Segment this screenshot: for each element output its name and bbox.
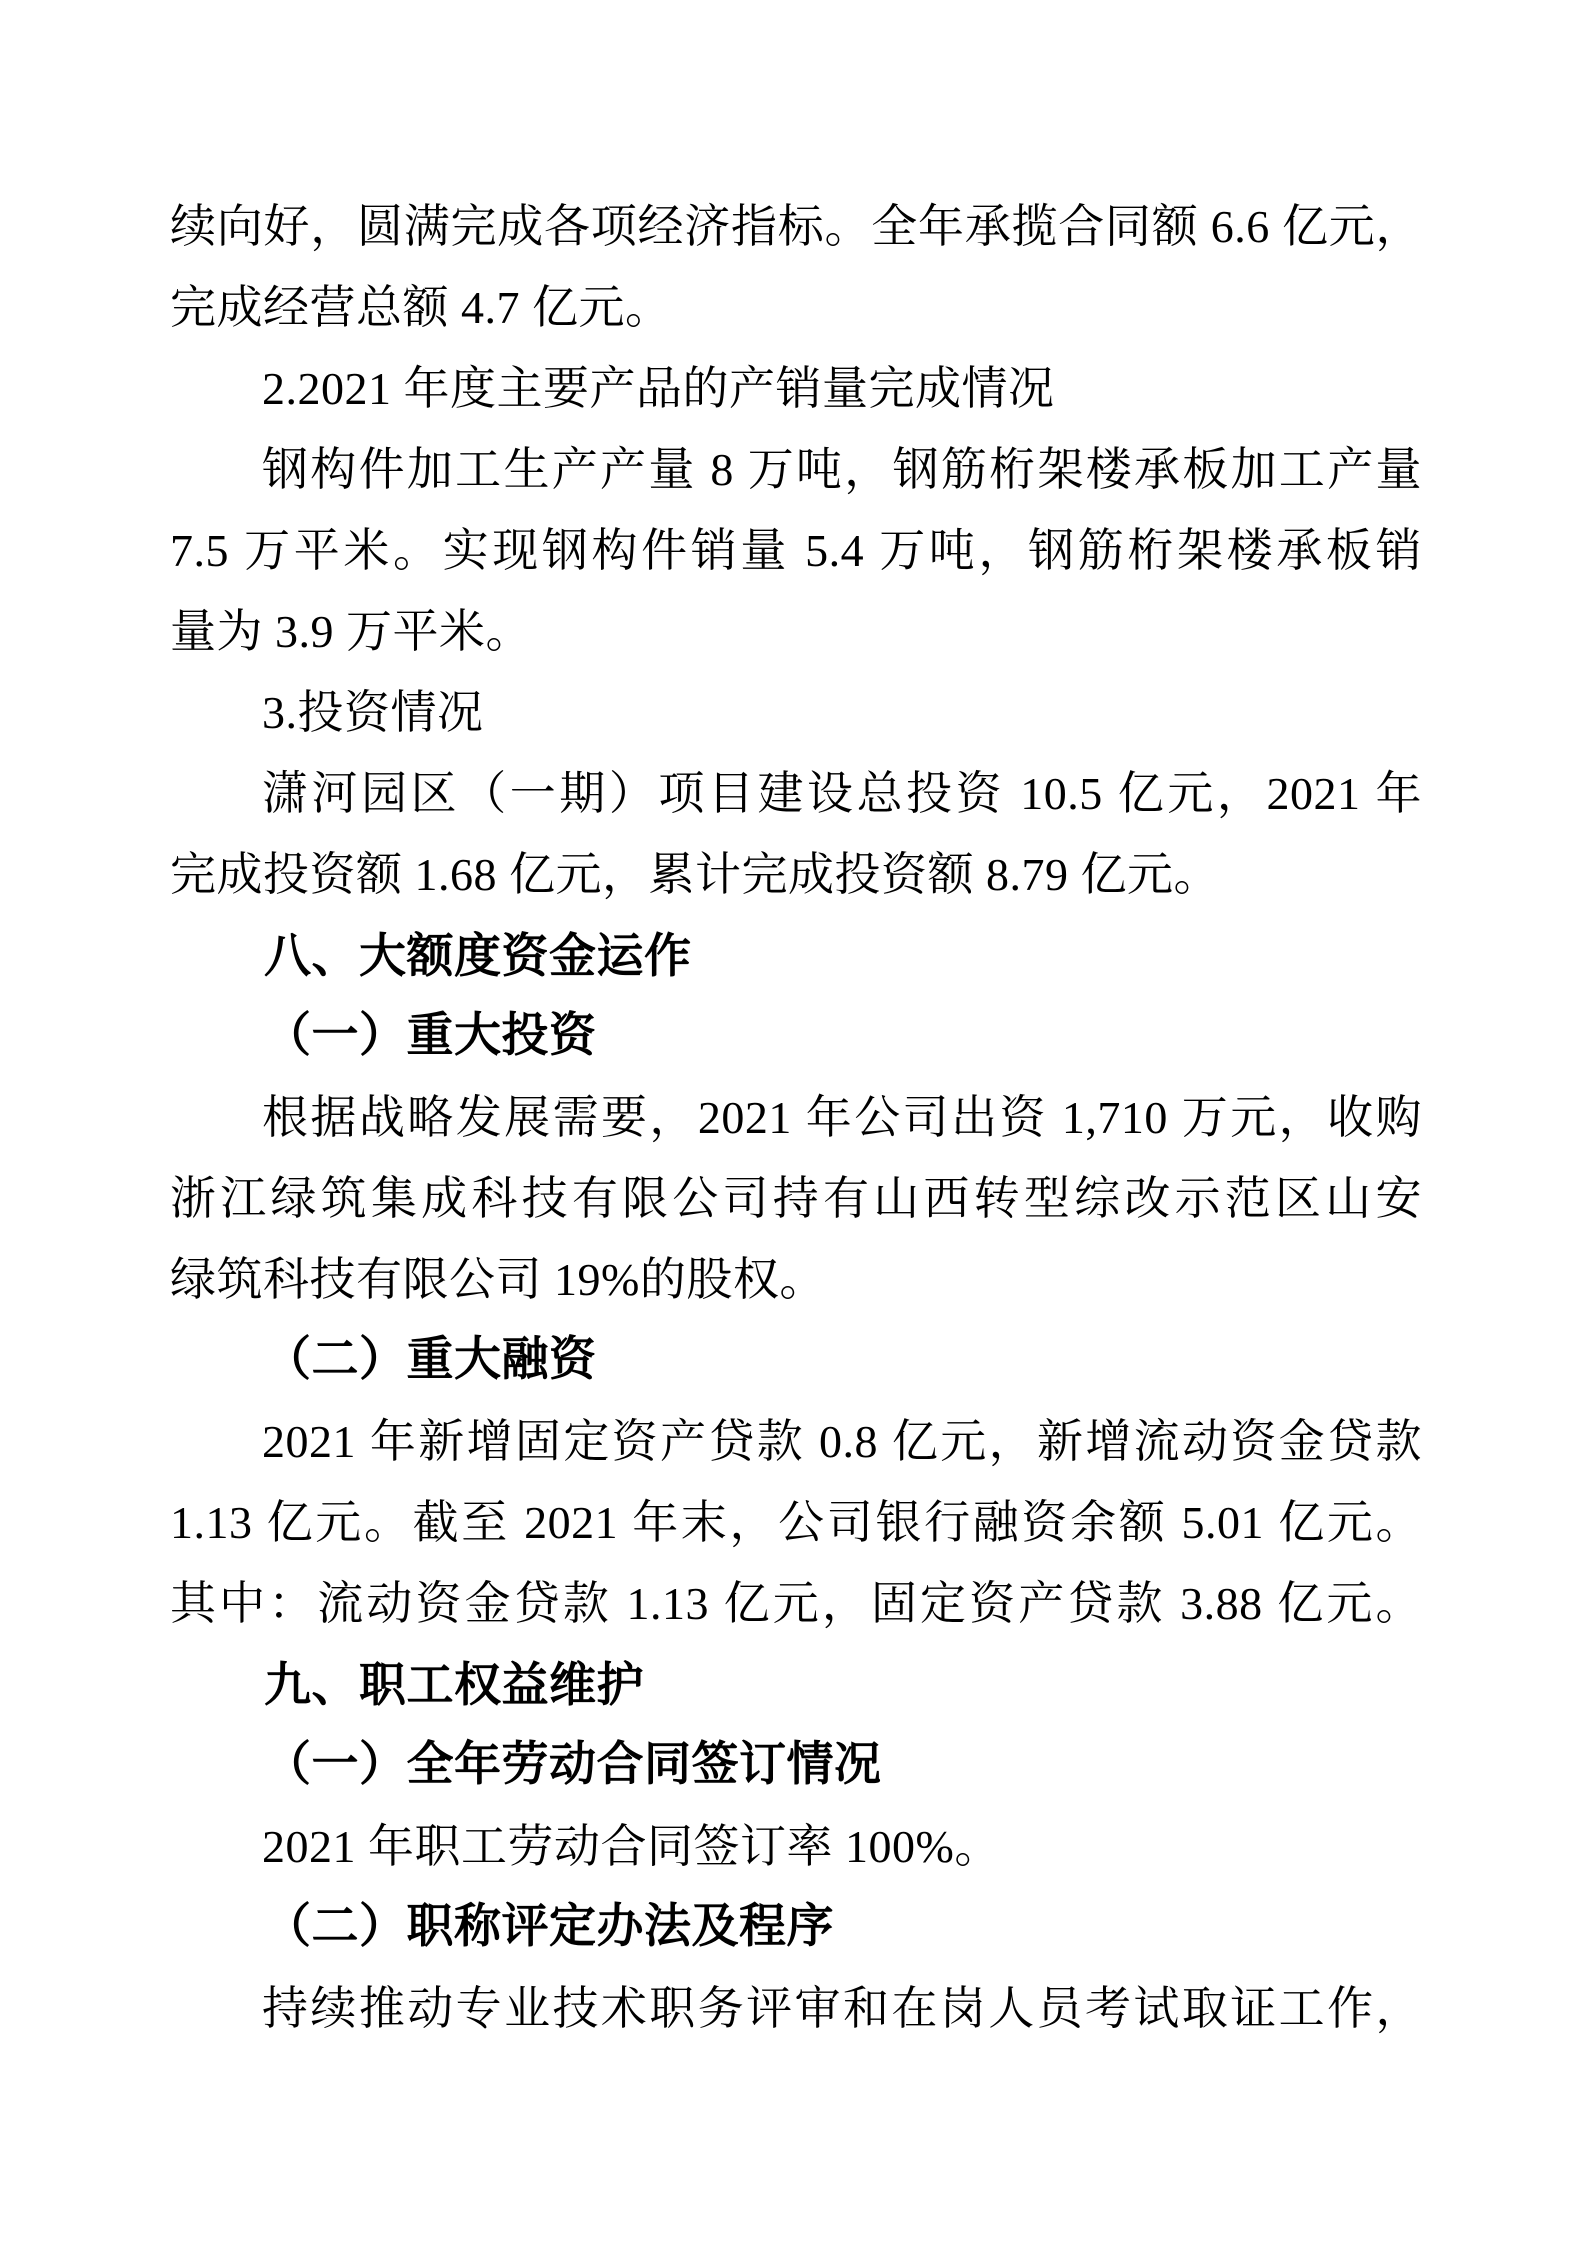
paragraph-line: 持续推动专业技术职务评审和在岗人员考试取证工作， (262, 1983, 1422, 2034)
section-heading: 九、职工权益维护 (264, 1658, 644, 1711)
subsection-heading: （一）全年劳动合同签订情况 (264, 1739, 882, 1791)
paragraph-line: 2021 年新增固定资产贷款 0.8 亿元，新增流动资金贷款 (262, 1416, 1422, 1467)
paragraph-line: 1.13 亿元。截至 2021 年末，公司银行融资余额 5.01 亿元。 (170, 1497, 1422, 1548)
subsection-heading: （二）重大融资 (264, 1334, 597, 1386)
paragraph-line: 量为 3.9 万平米。 (170, 606, 532, 657)
paragraph-line: 绿筑科技有限公司 19%的股权。 (170, 1254, 826, 1305)
paragraph-line: 续向好，圆满完成各项经济指标。全年承揽合同额 6.6 亿元， (170, 201, 1422, 252)
subsection-heading: （一）重大投资 (264, 1010, 597, 1062)
paragraph-line: 其中：流动资金贷款 1.13 亿元，固定资产贷款 3.88 亿元。 (170, 1578, 1422, 1629)
paragraph-line: 完成投资额 1.68 亿元，累计完成投资额 8.79 亿元。 (170, 849, 1220, 900)
paragraph-line: 3.投资情况 (262, 687, 484, 738)
paragraph-line: 2021 年职工劳动合同签订率 100%。 (262, 1821, 1001, 1872)
paragraph-line: 钢构件加工生产产量 8 万吨，钢筋桁架楼承板加工产量 (262, 444, 1422, 495)
paragraph-line: 2.2021 年度主要产品的产销量完成情况 (262, 363, 1055, 414)
section-heading: 八、大额度资金运作 (264, 929, 692, 982)
paragraph-line: 浙江绿筑集成科技有限公司持有山西转型综改示范区山安 (170, 1173, 1422, 1224)
paragraph-line: 根据战略发展需要，2021 年公司出资 1,710 万元，收购 (262, 1092, 1422, 1143)
paragraph-line: 潇河园区（一期）项目建设总投资 10.5 亿元，2021 年 (262, 768, 1422, 819)
paragraph-line: 7.5 万平米。实现钢构件销量 5.4 万吨，钢筋桁架楼承板销 (170, 525, 1422, 576)
subsection-heading: （二）职称评定办法及程序 (264, 1901, 834, 1953)
paragraph-line: 完成经营总额 4.7 亿元。 (170, 282, 672, 333)
